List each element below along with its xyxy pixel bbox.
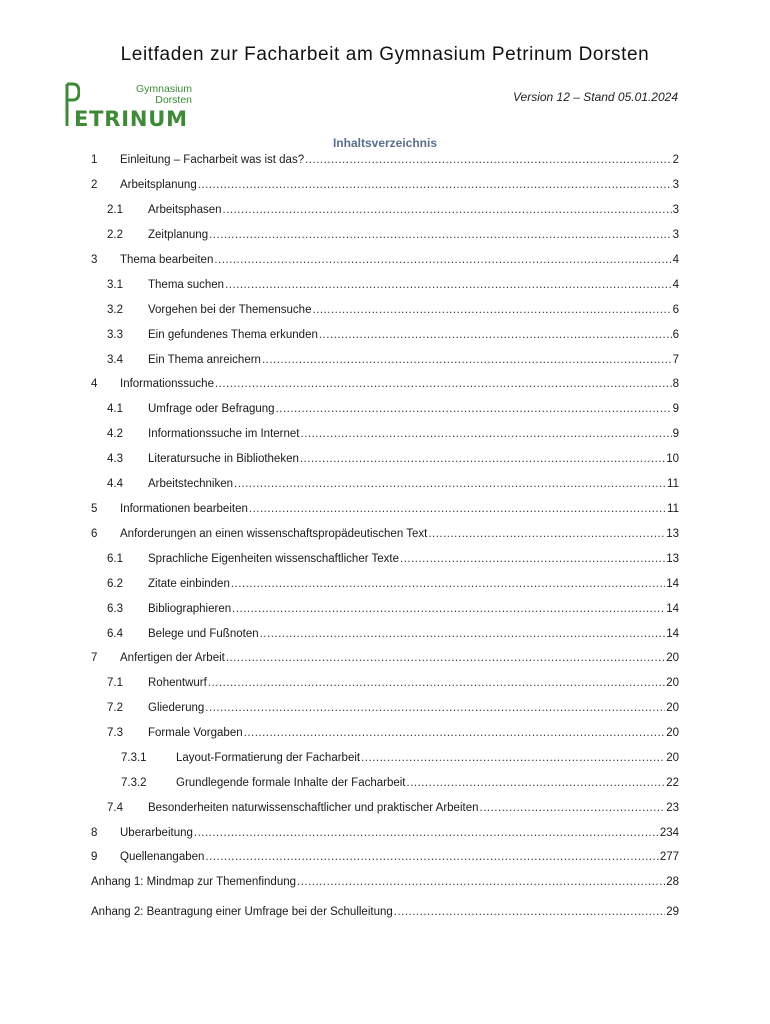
toc-entry[interactable] [107,229,679,245]
toc-entry[interactable] [107,628,679,644]
toc-entry-number: 4.3 [107,453,123,465]
toc-entry-page: 20 [666,677,679,689]
toc-entry-title: Arbeitsphasen [148,204,222,216]
toc-entry-title: Thema suchen [148,279,225,291]
toc-entry-page: 2 [672,154,679,166]
toc-entry-page: 6 [672,329,679,341]
toc-entry[interactable] [91,652,679,668]
toc-dot-leader [244,727,666,739]
toc-dot-leader [407,777,666,789]
toc-entry-title: Einleitung – Facharbeit was ist das? [120,154,305,166]
toc-entry[interactable] [121,777,679,793]
toc-entry[interactable] [107,702,679,718]
toc-entry-page: 8 [672,378,679,390]
toc-entry-page: 13 [666,553,679,565]
toc-dot-leader [215,378,672,390]
toc-entry-page: 7 [672,354,679,366]
toc-entry-number: 7.3.2 [121,777,147,789]
toc-entry[interactable] [107,304,679,320]
toc-entry-number: 3.2 [107,304,123,316]
toc-entry-number: 7.3.1 [121,752,147,764]
toc-entry[interactable] [107,578,679,594]
toc-entry-page: 28 [666,876,679,888]
toc-entry[interactable] [107,403,679,419]
toc-entry-page: 9 [672,428,679,440]
toc-entry-title: Zeitplanung [148,229,209,241]
toc-entry-page: 234 [659,827,679,839]
toc-entry-page: 277 [659,851,679,863]
toc-dot-leader [428,528,665,540]
toc-entry-number: 1 [91,154,98,166]
toc-entry-title: Anhang 1: Mindmap zur Themenfindung [91,876,297,888]
toc-entry-page: 13 [666,528,679,540]
toc-entry-title: Belege und Fußnoten [148,628,259,640]
toc-entry-title: Quellenangaben [120,851,205,863]
toc-dot-leader [262,354,672,366]
toc-dot-leader [198,179,672,191]
toc-entry-number: 2.1 [107,204,123,216]
toc-entry[interactable] [107,478,679,494]
toc-entry-page: 3 [672,179,679,191]
toc-entry-title: Vorgehen bei der Themensuche [148,304,312,316]
doc-title: Leitfaden zur Facharbeit am Gymnasium Petrinum Dorsten [120,44,650,65]
toc-entry-page: 29 [666,906,679,918]
toc-entry-number: 6.1 [107,553,123,565]
toc-entry-page: 22 [666,777,679,789]
toc-dot-leader [225,279,672,291]
toc-entry-title: Grundlegende formale Inhalte der Facharbeit [176,777,406,789]
toc-entry-title: Thema bearbeiten [120,254,214,266]
toc-entry-number: 6 [91,528,98,540]
toc-dot-leader [400,553,665,565]
toc-entry-page: 14 [666,628,679,640]
toc-entry-page: 4 [672,279,679,291]
toc-entry[interactable] [91,528,679,544]
toc-entry[interactable] [107,354,679,370]
toc-entry[interactable] [107,553,679,569]
toc-entry-number: 2.2 [107,229,123,241]
toc-entry-title: Arbeitstechniken [148,478,234,490]
toc-entry[interactable] [91,378,679,394]
toc-dot-leader [234,478,666,490]
toc-entry-title: Informationen bearbeiten [120,503,248,515]
toc-entry-number: 7.2 [107,702,123,714]
toc-dot-leader [300,453,665,465]
toc-dot-leader [226,652,665,664]
toc-dot-leader [301,428,672,440]
toc-entry-title: Anhang 2: Beantragung einer Umfrage bei der Schulleitung [91,906,393,918]
toc-entry-page: 11 [667,503,679,515]
toc-dot-leader [231,578,665,590]
toc-entry-number: 4.1 [107,403,123,415]
toc-entry-page: 23 [666,802,679,814]
toc-dot-leader [232,603,665,615]
toc-entry-title: Informationssuche [120,378,214,390]
toc-entry-number: 3.4 [107,354,123,366]
toc-entry-number: 3.3 [107,329,123,341]
toc-entry[interactable] [107,802,679,818]
toc-entry-page: 10 [666,453,679,465]
toc-entry-page: 20 [666,652,679,664]
toc-entry-number: 6.2 [107,578,123,590]
toc-entry-title: Bibliographieren [148,603,232,615]
logo-school-name [122,84,192,106]
toc-entry[interactable] [107,204,679,220]
version-info: Version 12 – Stand 05.01.2024 [512,90,678,104]
toc-entry[interactable] [107,428,679,444]
toc-dot-leader [205,851,658,863]
toc-entry-number: 2 [91,179,98,191]
toc-entry-number: 9 [91,851,98,863]
toc-entry-number: 6.4 [107,628,123,640]
toc-entry[interactable] [91,503,679,519]
toc-entry[interactable] [91,851,679,867]
toc-dot-leader [361,752,665,764]
toc-entry-title: Gliederung [148,702,205,714]
toc-entry-title: Literatursuche in Bibliotheken [148,453,299,465]
toc-dot-leader [319,329,672,341]
toc-entry-title: Ein gefundenes Thema erkunden [148,329,318,341]
toc-entry-number: 4 [91,378,98,390]
toc-entry-title: Besonderheiten naturwissenschaftlicher und praktischer Arbeiten [148,802,479,814]
toc-entry-page: 3 [672,204,679,216]
toc-entry-title: Umfrage oder Befragung [148,403,275,415]
toc-entry-page: 9 [672,403,679,415]
toc-dot-leader [194,827,659,839]
toc-entry-title: Ein Thema anreichern [148,354,261,366]
toc-entry-title: Sprachliche Eigenheiten wissenschaftlicher Texte [148,553,400,565]
logo-line-gymnasium: Gymnasium [135,83,192,95]
logo-line-dorsten: Dorsten [155,94,192,106]
toc-dot-leader [209,229,671,241]
toc-dot-leader [305,154,671,166]
toc-entry-number: 7 [91,652,98,664]
toc-dot-leader [214,254,671,266]
toc-entry[interactable] [107,279,679,295]
toc-entry-title: Rohentwurf [148,677,207,689]
toc-entry[interactable] [121,752,679,768]
toc-entry[interactable] [91,179,679,195]
toc-heading: Inhaltsverzeichnis [332,136,438,150]
toc-entry-page: 20 [666,752,679,764]
toc-entry-number: 4.2 [107,428,123,440]
toc-entry-page: 4 [672,254,679,266]
toc-entry-number: 3 [91,254,98,266]
logo-wordmark: ETRINUM [74,107,188,131]
toc-entry[interactable] [91,906,679,922]
toc-entry[interactable] [91,827,679,843]
toc-entry-page: 3 [672,229,679,241]
toc-entry-title: Anfertigen der Arbeit [120,652,225,664]
toc-entry-number: 5 [91,503,98,515]
toc-dot-leader [297,876,665,888]
toc-entry-title: Layout-Formatierung der Facharbeit [176,752,361,764]
toc-dot-leader [312,304,671,316]
toc-entry-page: 6 [672,304,679,316]
toc-dot-leader [249,503,666,515]
toc-entry-title: Anforderungen an einen wissenschaftspropädeutischen Text [120,528,428,540]
toc-dot-leader [480,802,666,814]
toc-entry-number: 3.1 [107,279,123,291]
toc-entry[interactable] [91,154,679,170]
toc-entry[interactable] [91,876,679,892]
toc-dot-leader [223,204,672,216]
toc-entry-number: 6.3 [107,603,123,615]
toc-entry[interactable] [107,727,679,743]
toc-entry-page: 11 [667,478,679,490]
toc-entry-page: 14 [666,603,679,615]
toc-entry-number: 7.3 [107,727,123,739]
toc-entry-title: Informationssuche im Internet [148,428,300,440]
toc-entry-page: 20 [666,702,679,714]
toc-entry-title: Überarbeitung [120,827,193,839]
toc-entry-number: 8 [91,827,98,839]
toc-dot-leader [276,403,672,415]
school-logo [64,82,194,130]
toc-entry[interactable] [91,254,679,270]
toc-dot-leader [205,702,665,714]
toc-entry-number: 4.4 [107,478,123,490]
toc-entry[interactable] [107,453,679,469]
toc-entry-number: 7.1 [107,677,123,689]
toc-entry-title: Zitate einbinden [148,578,230,590]
toc-entry-number: 7.4 [107,802,123,814]
toc-entry-title: Arbeitsplanung [120,179,197,191]
toc-dot-leader [260,628,666,640]
toc-entry-page: 20 [666,727,679,739]
toc-dot-leader [208,677,665,689]
toc-entry[interactable] [107,329,679,345]
toc-entry[interactable] [107,603,679,619]
toc-entry-page: 14 [666,578,679,590]
toc-entry[interactable] [107,677,679,693]
toc-entry-title: Formale Vorgaben [148,727,243,739]
toc-dot-leader [394,906,665,918]
